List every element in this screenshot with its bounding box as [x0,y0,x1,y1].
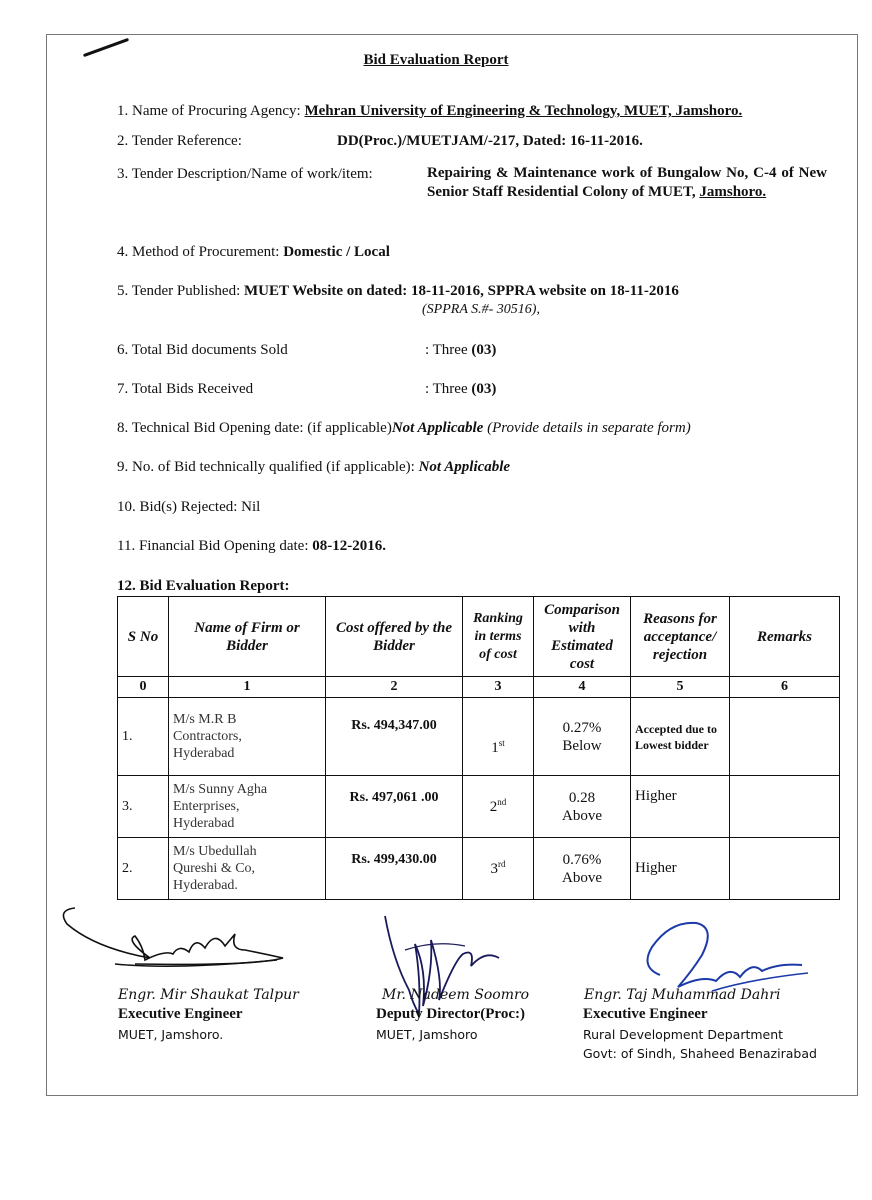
cell-reason: Higher [631,776,730,838]
col-number: 0 [118,677,169,698]
method-value: Domestic / Local [283,244,390,260]
cell-firm [169,838,326,900]
table-header-row [118,597,840,677]
cell-rank [463,838,534,900]
tender-ref-label: 2. Tender Reference: [117,133,242,149]
sold-num: (03) [471,342,497,358]
rank-value: 1 [491,740,499,756]
rejected-label: 10. Bid(s) Rejected: [117,499,238,515]
sold-label: 6. Total Bid documents Sold [117,342,288,358]
tech-open-value: Not Applicable [391,420,484,436]
signatory-2-name: Mr. Nadeem Soomro [382,987,530,1003]
cell-comparison [534,776,631,838]
col-number: 3 [463,677,534,698]
received-label: 7. Total Bids Received [117,381,254,397]
item-method [117,244,390,261]
rank-suffix: st [498,738,505,748]
item-rejected [117,499,260,516]
received-value [425,381,496,398]
table-row [118,698,840,776]
col-header-reasons: Reasons for acceptance/ rejection [631,597,730,677]
rank-suffix: rd [498,859,506,869]
cell-cost: Rs. 494,347.00 [326,698,463,776]
comparison-direction: Above [562,807,602,824]
rank-suffix: nd [497,797,507,807]
cell-cost: Rs. 499,430.00 [326,838,463,900]
qualified-label: 9. No. of Bid technically qualified (if applicable): [117,459,415,475]
col-number: 2 [326,677,463,698]
col-header-comparison: Comparison with Estimated cost [534,597,631,677]
agency-value: Mehran University of Engineering & Technology, MUET, Jamshoro. [304,103,743,119]
item-qualified [117,459,510,476]
qualified-value: Not Applicable [418,459,511,475]
cell-cost: Rs. 497,061 .00 [326,776,463,838]
table-row [118,776,840,838]
comparison-direction: Above [562,869,602,886]
signatory-2-org: MUET, Jamshoro [376,1027,478,1042]
tender-ref-value: DD(Proc.)/MUETJAM/-217, Dated: 16-11-2016. [337,133,643,149]
comparison-value: 0.27% [562,719,602,736]
firm-line: Hyderabad [173,746,235,761]
firm-line: Contractors, [173,729,242,744]
item-agency [117,103,742,120]
firm-line: Enterprises, [173,799,240,814]
cell-remarks [730,776,840,838]
published-label: 5. Tender Published: [117,283,241,299]
comparison-value: 0.76% [562,851,602,868]
item-tech-open [117,420,691,437]
signatory-3-title: Executive Engineer [583,1006,708,1022]
rank-value: 3 [490,861,498,877]
col-header-cost: Cost offered by the Bidder [326,597,463,677]
cell-firm [169,776,326,838]
report-title: Bid Evaluation Report [363,52,509,68]
signatory-2-title: Deputy Director(Proc:) [376,1006,525,1022]
col-header-remarks: Remarks [730,597,840,677]
cell-comparison [534,838,631,900]
signature-scribble-1 [55,900,295,985]
cell-reason: Higher [631,838,730,900]
signature-scribble-2 [375,910,515,1020]
tech-open-label: 8. Technical Bid Opening date: (if applicable) [117,420,392,436]
col-number: 6 [730,677,840,698]
rejected-value: Nil [241,499,261,515]
col-number: 1 [169,677,326,698]
description-label: 3. Tender Description/Name of work/item: [117,166,373,182]
cell-sno: 1. [118,698,169,776]
received-prefix: : Three [425,381,468,397]
method-label: 4. Method of Procurement: [117,244,280,260]
sold-value [425,342,496,359]
item-published [117,283,679,300]
firm-line: M/s Ubedullah [173,844,257,859]
comparison-value: 0.28 [568,789,596,806]
received-num: (03) [471,381,497,397]
col-header-firm: Name of Firm or Bidder [169,597,326,677]
cell-rank [463,698,534,776]
description-tail: Jamshoro. [699,184,767,200]
fin-open-label: 11. Financial Bid Opening date: [117,538,309,554]
cell-reason: Accepted due to Lowest bidder [631,698,730,776]
cell-sno: 2. [118,838,169,900]
cell-sno: 3. [118,776,169,838]
col-number: 4 [534,677,631,698]
description-value [427,164,827,202]
published-value: MUET Website on dated: 18-11-2016, SPPRA website on 18-11-2016 [244,283,679,299]
tech-open-note: (Provide details in separate form) [487,420,691,436]
agency-label: 1. Name of Procuring Agency: [117,103,301,119]
signatory-3-name: Engr. Taj Muhammad Dahri [584,987,781,1003]
col-number: 5 [631,677,730,698]
description-main: Repairing & Maintenance work of Bungalow No, C-4 of New Senior Staff Residential Colony of MUET, [427,165,827,200]
firm-line: M/s M.R B [173,712,237,727]
published-sub: (SPPRA S.#- 30516), [422,302,540,317]
table-row [118,838,840,900]
firm-line: Hyderabad. [173,878,238,893]
sold-prefix: : Three [425,342,468,358]
table-heading: 12. Bid Evaluation Report: [117,578,290,594]
cell-rank [463,776,534,838]
signatory-1-org: MUET, Jamshoro. [118,1027,224,1042]
signatory-3-org-dept: Rural Development Department [583,1027,784,1042]
signatory-1-name: Engr. Mir Shaukat Talpur [118,987,299,1003]
fin-open-value: 08-12-2016. [312,538,386,554]
signatory-3-org-govt: Govt: of Sindh, Shaheed Benazirabad [583,1046,817,1061]
firm-line: Qureshi & Co, [173,861,256,876]
firm-line: M/s Sunny Agha [173,782,268,797]
item-tender-ref [117,133,242,150]
cell-comparison [534,698,631,776]
item-fin-open [117,538,386,555]
cell-firm [169,698,326,776]
col-header-ranking: Ranking in terms of cost [463,597,534,677]
signatory-1-title: Executive Engineer [118,1006,243,1022]
col-header-sno: S No [118,597,169,677]
cell-remarks [730,698,840,776]
rank-value: 2 [489,799,498,815]
cell-remarks [730,838,840,900]
bid-evaluation-table [117,596,840,900]
firm-line: Hyderabad [173,816,235,831]
comparison-direction: Below [562,737,602,754]
column-number-row [118,677,840,698]
